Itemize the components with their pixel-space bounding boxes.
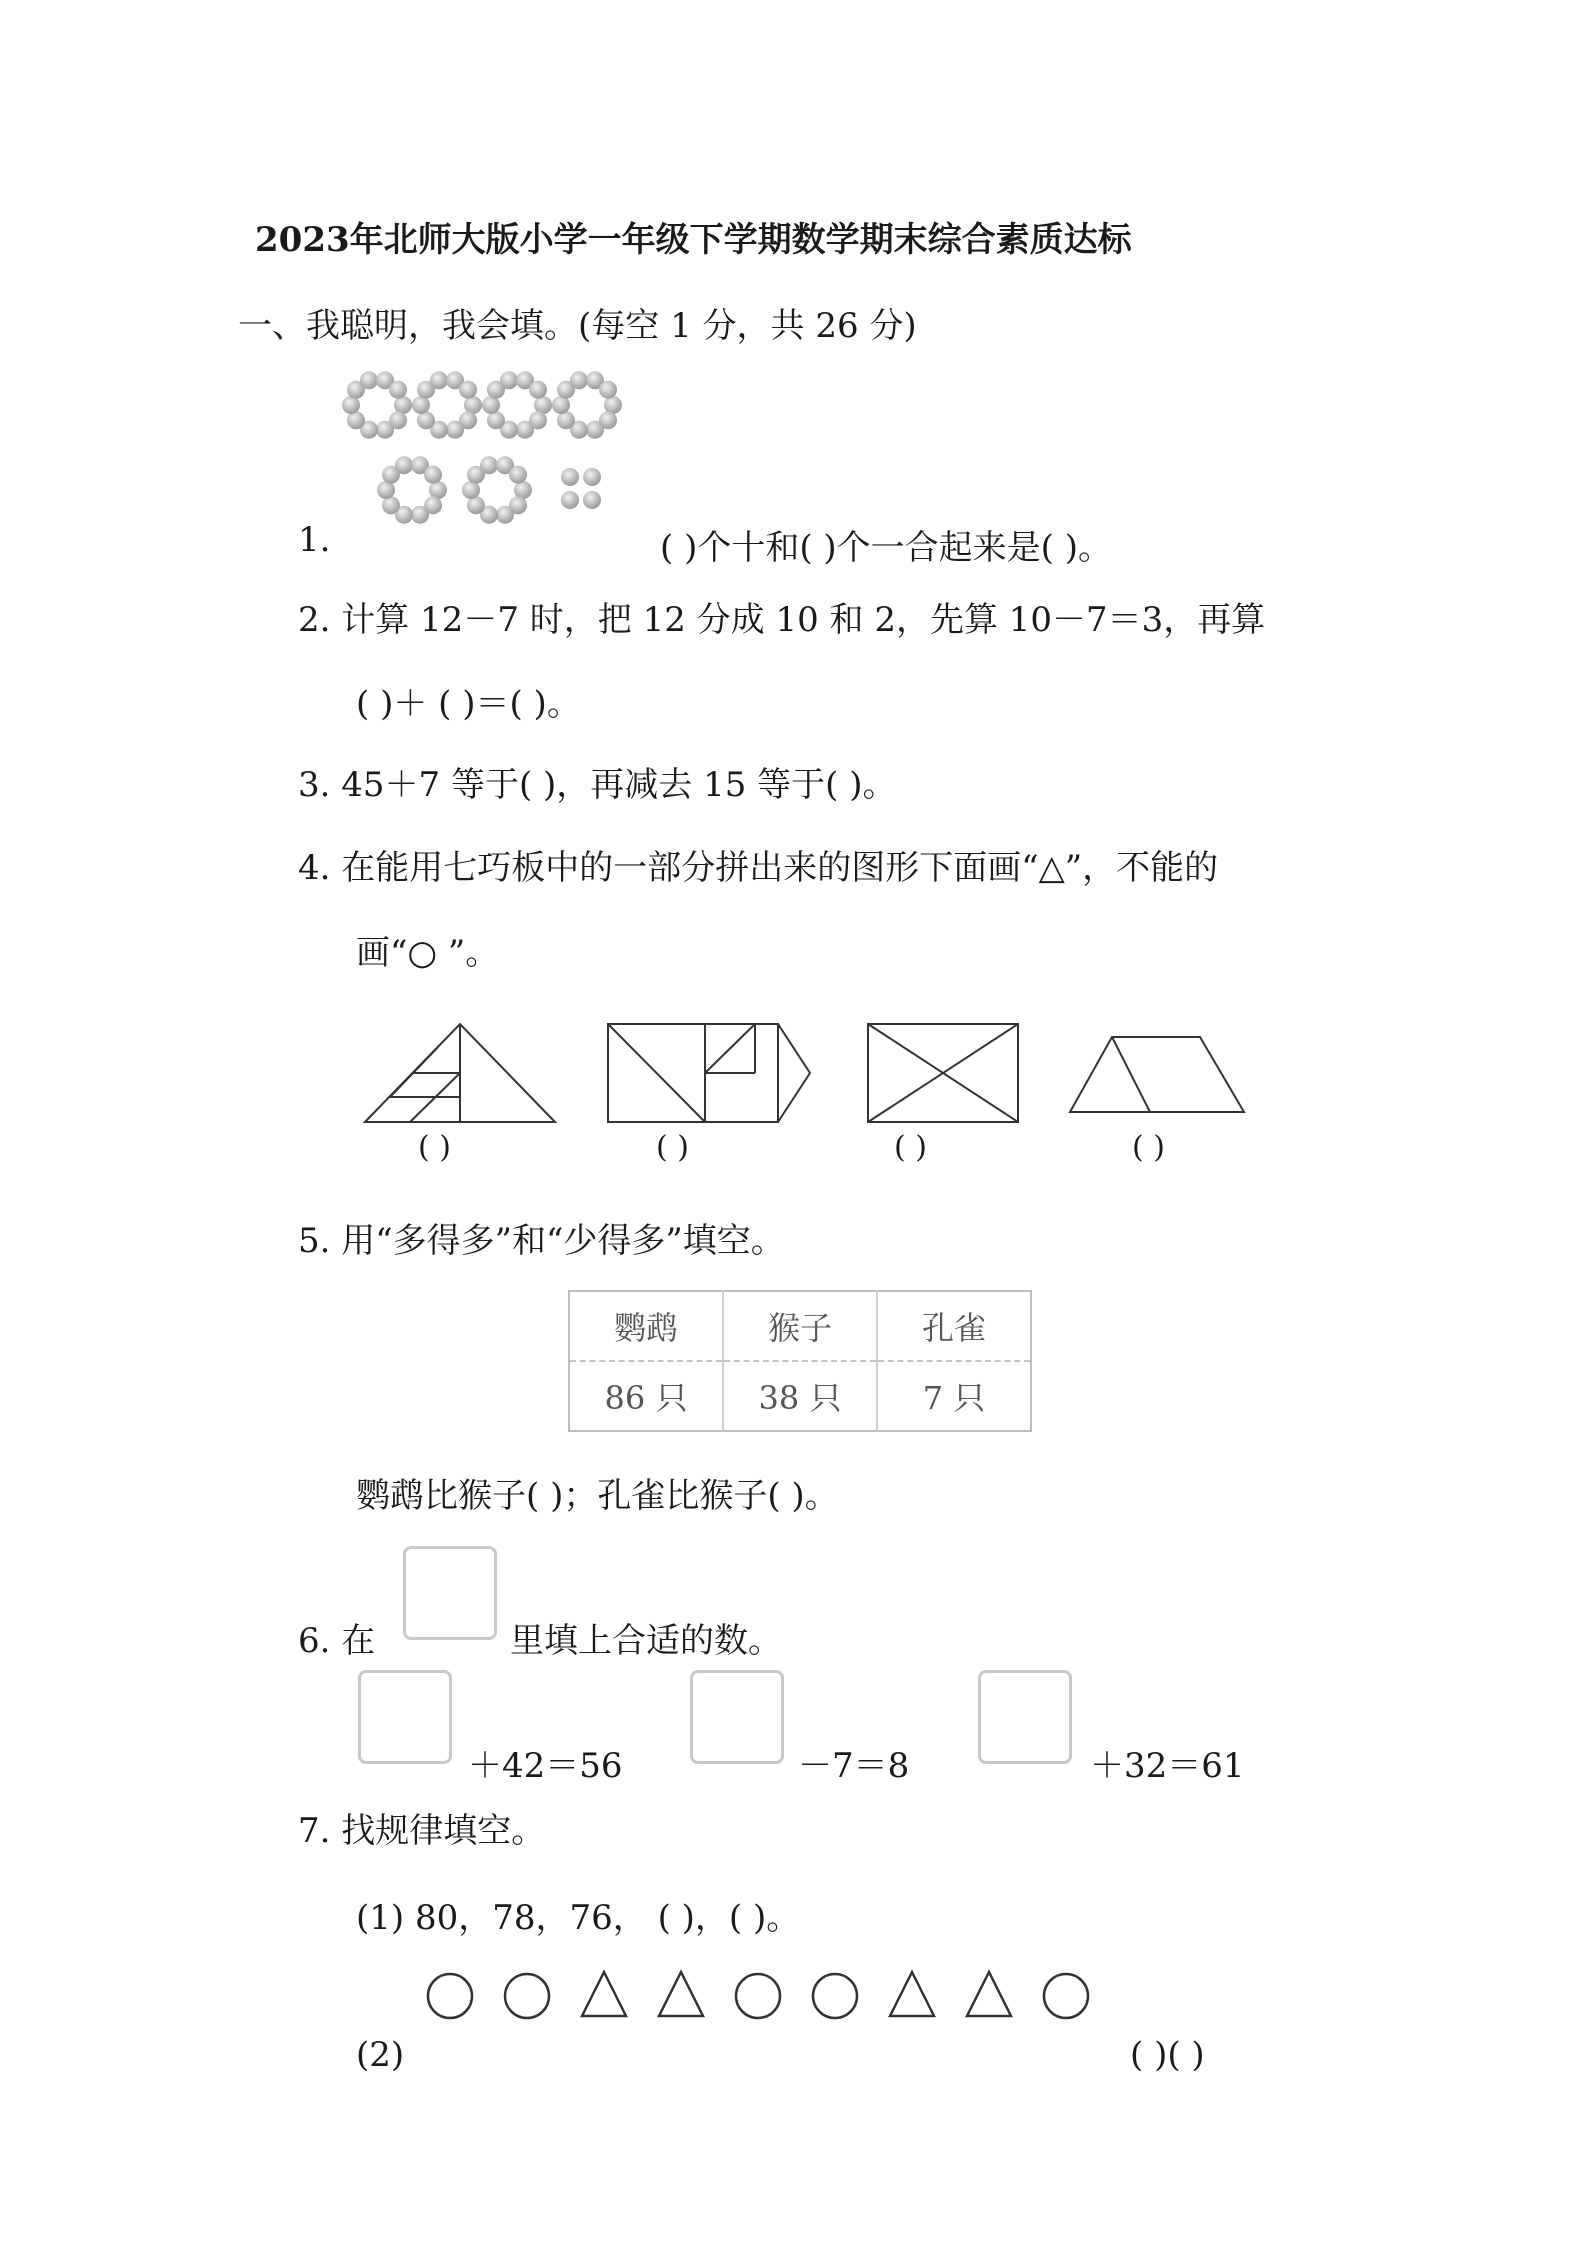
bead [417, 411, 435, 429]
bead [487, 411, 505, 429]
bead [429, 481, 447, 499]
bead [360, 371, 378, 389]
q3-text: 3. 45＋7 等于( )，再减去 15 等于( )。 [298, 765, 897, 805]
bead [347, 411, 365, 429]
section-heading: 一、我聪明，我会填。(每空 1 分，共 26 分) [238, 306, 917, 346]
q7-line1: 7. 找规律填空。 [298, 1811, 546, 1851]
bead [599, 381, 617, 399]
q2-line1: 2. 计算 12－7 时，把 12 分成 10 和 2，先算 10－7＝3，再算 [298, 600, 1266, 640]
bead [395, 456, 413, 474]
q5-answer: 鹦鹉比猴子( )；孔雀比猴子( )。 [356, 1476, 839, 1516]
q4-line1: 4. 在能用七巧板中的一部分拼出来的图形下面画“△”，不能的 [298, 848, 1219, 888]
answer-box-1[interactable] [358, 1670, 452, 1764]
bead [480, 456, 498, 474]
bead [376, 421, 394, 439]
triangle-shape [890, 1972, 934, 2016]
bead [496, 506, 514, 524]
bead-rings-illustration [340, 365, 640, 530]
table-cell: 7 只 [877, 1361, 1031, 1431]
q1-text: ( )个十和( )个一合起来是( )。 [660, 528, 1113, 568]
bead [514, 481, 532, 499]
answer-box-3[interactable] [978, 1670, 1072, 1764]
table-header-cell: 猴子 [723, 1291, 877, 1361]
bead [586, 421, 604, 439]
q5-line1: 5. 用“多得多”和“少得多”填空。 [298, 1221, 785, 1261]
circle-shape [428, 1974, 472, 2018]
bead [557, 411, 575, 429]
bead [430, 371, 448, 389]
q6-suffix: 里填上合适的数。 [510, 1621, 782, 1661]
shape-sequence [420, 1960, 1120, 2030]
bead [482, 396, 500, 414]
q6-eq3: ＋32＝61 [1090, 1746, 1245, 1786]
bead [529, 381, 547, 399]
q7-sub2-blanks: ( )( ) [1130, 2035, 1205, 2075]
q2-line2: ( )＋ ( )＝( )。 [356, 684, 581, 724]
bead [500, 371, 518, 389]
bead [342, 396, 360, 414]
circle-shape [736, 1974, 780, 2018]
q6-eq1: ＋42＝56 [468, 1746, 623, 1786]
q1-number: 1. [298, 520, 331, 560]
bead [424, 466, 442, 484]
table-cell: 38 只 [723, 1361, 877, 1431]
answer-box-2[interactable] [690, 1670, 784, 1764]
bead [459, 381, 477, 399]
triangle-shape [967, 1972, 1011, 2016]
rectangle-arrow-shape [608, 1024, 810, 1122]
bead [377, 481, 395, 499]
table-row [569, 1361, 1031, 1431]
bead [509, 466, 527, 484]
bead [583, 491, 601, 509]
tangram-triangle-shape [365, 1024, 555, 1122]
triangle-shape [659, 1972, 703, 2016]
table-header-row [569, 1291, 1031, 1361]
bowtie-rectangle-shape [868, 1024, 1018, 1122]
q4-line2: 画“○ ”。 [356, 933, 500, 973]
bead [604, 396, 622, 414]
circle-shape [505, 1974, 549, 2018]
bead [534, 396, 552, 414]
page-title: 2023年北师大版小学一年级下学期数学期末综合素质达标 [255, 220, 1132, 260]
bead [583, 468, 601, 486]
q6-prefix: 6. 在 [298, 1621, 376, 1661]
bead [552, 396, 570, 414]
q4-paren-3: ( ) [894, 1130, 927, 1165]
q7-sub2-label: (2) [356, 2035, 405, 2075]
q6-eq2: －7＝8 [798, 1746, 910, 1786]
bead [467, 496, 485, 514]
bead [394, 396, 412, 414]
bead [516, 421, 534, 439]
bead [462, 481, 480, 499]
table-cell: 86 只 [604, 1379, 688, 1417]
trapezoid-shape [1070, 1037, 1244, 1112]
table-header-cell: 鹦鹉 [569, 1291, 723, 1361]
bead [446, 421, 464, 439]
q4-paren-4: ( ) [1132, 1130, 1165, 1165]
q4-paren-2: ( ) [656, 1130, 689, 1165]
circle-shape [813, 1974, 857, 2018]
answer-box-example [403, 1546, 497, 1640]
bead [382, 496, 400, 514]
q7-sub1: (1) 80，78，76， ( )，( )。 [356, 1898, 801, 1938]
bead [411, 506, 429, 524]
animal-count-table [568, 1290, 1032, 1432]
bead [464, 396, 482, 414]
bead [570, 371, 588, 389]
bead [389, 381, 407, 399]
circle-shape [1044, 1974, 1088, 2018]
triangle-shape [582, 1972, 626, 2016]
table-header-cell: 孔雀 [877, 1291, 1031, 1361]
q4-paren-1: ( ) [418, 1130, 451, 1165]
bead [561, 468, 579, 486]
bead [412, 396, 430, 414]
bead [561, 491, 579, 509]
